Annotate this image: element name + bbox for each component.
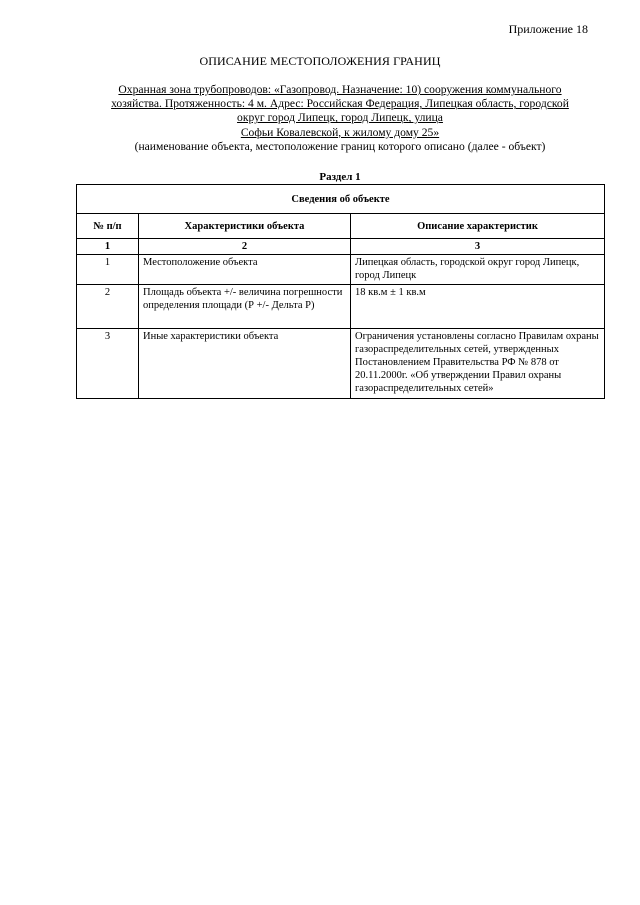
- column-number: 2: [139, 239, 351, 255]
- appendix-label: Приложение 18: [508, 22, 588, 36]
- row-description: 18 кв.м ± 1 кв.м: [351, 285, 605, 329]
- row-description: Липецкая область, городской округ город Липецк, город Липецк: [351, 255, 605, 285]
- row-description: Ограничения установлены согласно Правилам охраны газораспределительных сетей, утвержденных Постановлением Правительства РФ № 878 от 20.11.2000г. «Об утверждении Правил охраны газораспределительных сетей»: [351, 329, 605, 399]
- section-title: Раздел 1: [319, 171, 361, 183]
- row-characteristic: Местоположение объекта: [139, 255, 351, 285]
- table-header-row: [77, 214, 605, 239]
- row-characteristic: Площадь объекта +/- величина погрешности определения площади (Р +/- Дельта Р): [139, 285, 351, 329]
- object-name-line: Охранная зона трубопроводов: «Газопровод. Назначение: 10) сооружения коммунального: [118, 83, 562, 96]
- table-caption: Сведения об объекте: [77, 185, 605, 214]
- column-header-number: № п/п: [77, 214, 139, 239]
- column-header-characteristic: Характеристики объекта: [139, 214, 351, 239]
- row-number: 1: [77, 255, 139, 285]
- column-number: 3: [351, 239, 605, 255]
- row-number: 2: [77, 285, 139, 329]
- column-number-row: [77, 239, 605, 255]
- table-row: [77, 285, 605, 329]
- column-header-description: Описание характеристик: [351, 214, 605, 239]
- object-name-line: округ город Липецк, город Липецк, улица: [237, 111, 443, 125]
- document-title: ОПИСАНИЕ МЕСТОПОЛОЖЕНИЯ ГРАНИЦ: [199, 54, 441, 68]
- object-info-table: [76, 184, 605, 399]
- table-row: [77, 329, 605, 399]
- column-number: 1: [77, 239, 139, 255]
- object-note: (наименование объекта, местоположение границ которого описано (далее - объект): [134, 139, 546, 153]
- object-name-line: хозяйства. Протяженность: 4 м. Адрес: Российская Федерация, Липецкая область, городской: [111, 97, 569, 111]
- object-description: [76, 83, 604, 154]
- table-caption-row: [77, 185, 605, 214]
- object-name-line: Софьи Ковалевской, к жилому дому 25»: [240, 125, 440, 139]
- table-row: [77, 255, 605, 285]
- row-characteristic: Иные характеристики объекта: [139, 329, 351, 399]
- row-number: 3: [77, 329, 139, 399]
